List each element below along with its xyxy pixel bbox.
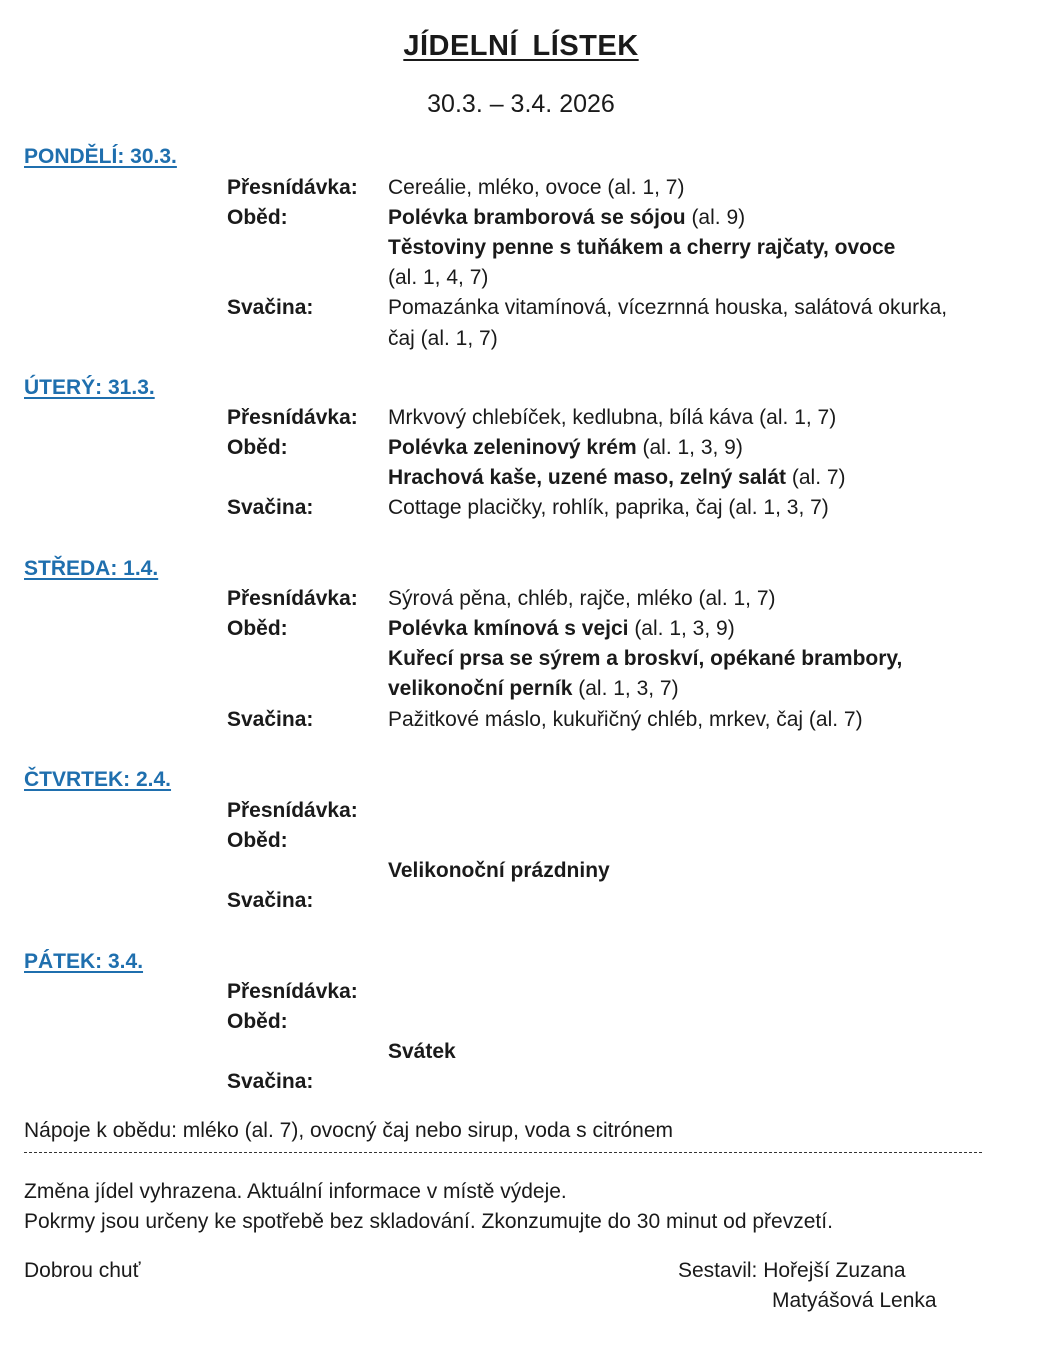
day-heading-wednesday: STŘEDA: 1.4. — [24, 557, 159, 580]
menu-row-monday-svacina — [0, 293, 1038, 323]
menu-row-wednesday-main-cont — [0, 674, 1038, 704]
main-course: Hrachová kaše, uzené maso, zelný salát — [388, 466, 787, 489]
day-heading-friday: PÁTEK: 3.4. — [24, 950, 144, 973]
holiday-note: Velikonoční prázdniny — [388, 859, 610, 882]
menu-row-monday-main-allergens — [0, 263, 1038, 293]
menu-value: Cottage placičky, rohlík, paprika, čaj (al. 1, 3, 7) — [388, 496, 829, 519]
menu-row-monday-svacina-cont — [0, 324, 1038, 354]
page-title: JÍDELNÍ LÍSTEK — [403, 30, 639, 62]
drinks-note: Nápoje k obědu: mléko (al. 7), ovocný čaj nebo sirup, voda s citrónem — [24, 1119, 674, 1142]
main-course: Kuřecí prsa se sýrem a broskví, opékané brambory, — [388, 647, 903, 670]
label-obed: Oběd: — [227, 829, 288, 852]
menu-value: Cereálie, mléko, ovoce (al. 1, 7) — [388, 176, 685, 199]
main-course: Těstoviny penne s tuňákem a cherry rajčaty, ovoce — [388, 236, 896, 259]
greeting: Dobrou chuť — [24, 1259, 141, 1282]
menu-row-monday-obed — [0, 203, 1038, 233]
allergens: (al. 7) — [786, 466, 846, 489]
label-svacina: Svačina: — [227, 296, 314, 319]
menu-row-tuesday-obed — [0, 433, 1038, 463]
dashed-divider — [24, 1152, 982, 1153]
allergens: (al. 9) — [685, 206, 746, 229]
menu-row-friday-obed — [0, 1007, 1038, 1037]
compiled-by-second: Matyášová Lenka — [772, 1289, 937, 1312]
menu-value — [388, 674, 679, 704]
allergens: (al. 1, 3, 9) — [636, 436, 743, 459]
label-obed: Oběd: — [227, 617, 288, 640]
menu-value — [388, 614, 735, 644]
menu-row-friday-svacina — [0, 1067, 1038, 1097]
menu-row-wednesday-obed — [0, 614, 1038, 644]
menu-value: Mrkvový chlebíček, kedlubna, bílá káva (al. 1, 7) — [388, 406, 837, 429]
label-presnidavka: Přesnídávka: — [227, 980, 358, 1003]
soup-name: Polévka kmínová s vejci — [388, 617, 629, 640]
label-obed: Oběd: — [227, 206, 288, 229]
label-svacina: Svačina: — [227, 1070, 314, 1093]
menu-row-monday-main — [0, 233, 1038, 263]
label-svacina: Svačina: — [227, 496, 314, 519]
menu-value — [388, 203, 745, 233]
menu-row-wednesday-presnidavka — [0, 584, 1038, 614]
menu-row-thursday-svacina — [0, 886, 1038, 916]
day-heading-tuesday: ÚTERÝ: 31.3. — [24, 376, 155, 399]
menu-row-tuesday-main — [0, 463, 1038, 493]
allergens: (al. 1, 4, 7) — [388, 266, 489, 289]
menu-row-tuesday-presnidavka — [0, 403, 1038, 433]
menu-value — [388, 463, 846, 493]
menu-value: Sýrová pěna, chléb, rajče, mléko (al. 1, 7) — [388, 587, 776, 610]
soup-name: Polévka bramborová se sójou — [388, 206, 686, 229]
menu-row-wednesday-main — [0, 644, 1038, 674]
main-course: velikonoční perník — [388, 677, 573, 700]
menu-row-wednesday-svacina — [0, 705, 1038, 735]
menu-value: Pažitkové máslo, kukuřičný chléb, mrkev, čaj (al. 7) — [388, 708, 863, 731]
label-svacina: Svačina: — [227, 708, 314, 731]
allergens: (al. 1, 3, 9) — [628, 617, 735, 640]
notice-line-2: Pokrmy jsou určeny ke spotřebě bez skladování. Zkonzumujte do 30 minut od převzetí. — [24, 1210, 833, 1233]
menu-value: Pomazánka vitamínová, vícezrnná houska, salátová okurka, — [388, 296, 948, 319]
notice-line-1: Změna jídel vyhrazena. Aktuální informace v místě výdeje. — [24, 1180, 567, 1203]
label-presnidavka: Přesnídávka: — [227, 587, 358, 610]
label-svacina: Svačina: — [227, 889, 314, 912]
allergens: (al. 1, 3, 7) — [572, 677, 679, 700]
menu-row-thursday-obed — [0, 826, 1038, 856]
menu-row-tuesday-svacina — [0, 493, 1038, 523]
menu-row-friday-presnidavka — [0, 977, 1038, 1007]
week-dates: 30.3. – 3.4. 2026 — [427, 90, 615, 118]
menu-row-monday-presnidavka — [0, 173, 1038, 203]
label-obed: Oběd: — [227, 436, 288, 459]
day-heading-thursday: ČTVRTEK: 2.4. — [24, 768, 172, 791]
label-obed: Oběd: — [227, 1010, 288, 1033]
menu-value — [388, 433, 743, 463]
holiday-note: Svátek — [388, 1040, 456, 1063]
compiled-by: Sestavil: Hořejší Zuzana — [678, 1259, 906, 1282]
label-presnidavka: Přesnídávka: — [227, 799, 358, 822]
menu-row-thursday-note — [0, 856, 1038, 886]
menu-row-friday-note — [0, 1037, 1038, 1067]
menu-value: čaj (al. 1, 7) — [388, 327, 498, 350]
menu-row-thursday-presnidavka — [0, 796, 1038, 826]
soup-name: Polévka zeleninový krém — [388, 436, 637, 459]
day-heading-monday: PONDĚLÍ: 30.3. — [24, 145, 177, 168]
label-presnidavka: Přesnídávka: — [227, 406, 358, 429]
label-presnidavka: Přesnídávka: — [227, 176, 358, 199]
